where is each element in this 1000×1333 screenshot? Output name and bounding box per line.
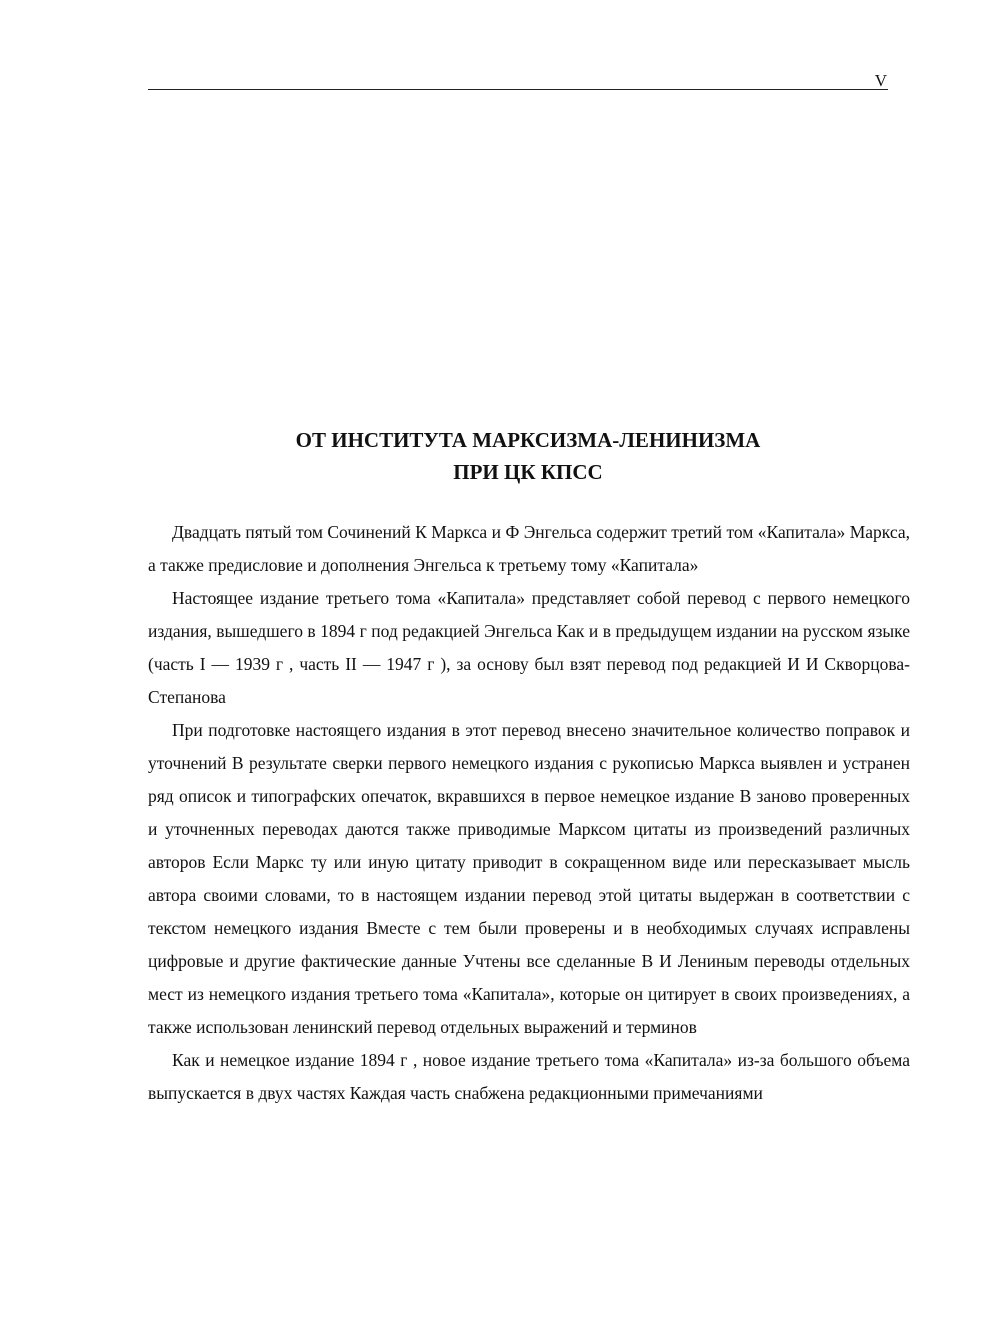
page-title	[148, 424, 908, 488]
title-line-2: ПРИ ЦК КПСС	[453, 460, 603, 484]
paragraph-2: Настоящее издание третьего тома «Капитала» представляет собой перевод с первого немецкого издания, вышедшего в 1894 г под редакцией Энгельса Как и в предыдущем издании на русском языке (часть I — 1939 г , часть II — 1947 г ), за основу был взят перевод под редакцией И И Скворцова-Степанова	[148, 588, 910, 707]
paragraph-1: Двадцать пятый том Сочинений К Маркса и Ф Энгельса содержит третий том «Капитала» Маркса, а также предисловие и дополнения Энгельса к третьему тому «Капитала»	[148, 522, 910, 575]
body-text	[148, 516, 910, 1110]
paragraph-3: При подготовке настоящего издания в этот перевод внесено значительное количество поправок и уточнений В результате сверки первого немецкого издания с рукописью Маркса выявлен и устранен ряд описок и типографских опечаток, вкравшихся в первое немецкое издание В заново проверенных и уточненных переводах даются также приводимые Марксом цитаты из произведений различных авторов Если Маркс ту или иную цитату приводит в сокращенном виде или пересказывает мысль автора своими словами, то в настоящем издании перевод этой цитаты выдержан в соответствии с текстом немецкого издания Вместе с тем были проверены и в необходимых случаях исправлены цифровые и другие фактические данные Учтены все сделанные В И Лениным переводы отдельных мест из немецкого издания третьего тома «Капитала», которые он цитирует в своих произведениях, а также использован ленинский перевод отдельных выражений и терминов	[148, 720, 910, 1037]
title-line-1: ОТ ИНСТИТУТА МАРКСИЗМА-ЛЕНИНИЗМА	[295, 428, 761, 452]
paragraph-4: Как и немецкое издание 1894 г , новое издание третьего тома «Капитала» из-за большого объема выпускается в двух частях Каждая часть снабжена редакционными примечаниями	[148, 1050, 910, 1103]
page-number: V	[874, 71, 887, 90]
header-rule	[148, 89, 888, 90]
